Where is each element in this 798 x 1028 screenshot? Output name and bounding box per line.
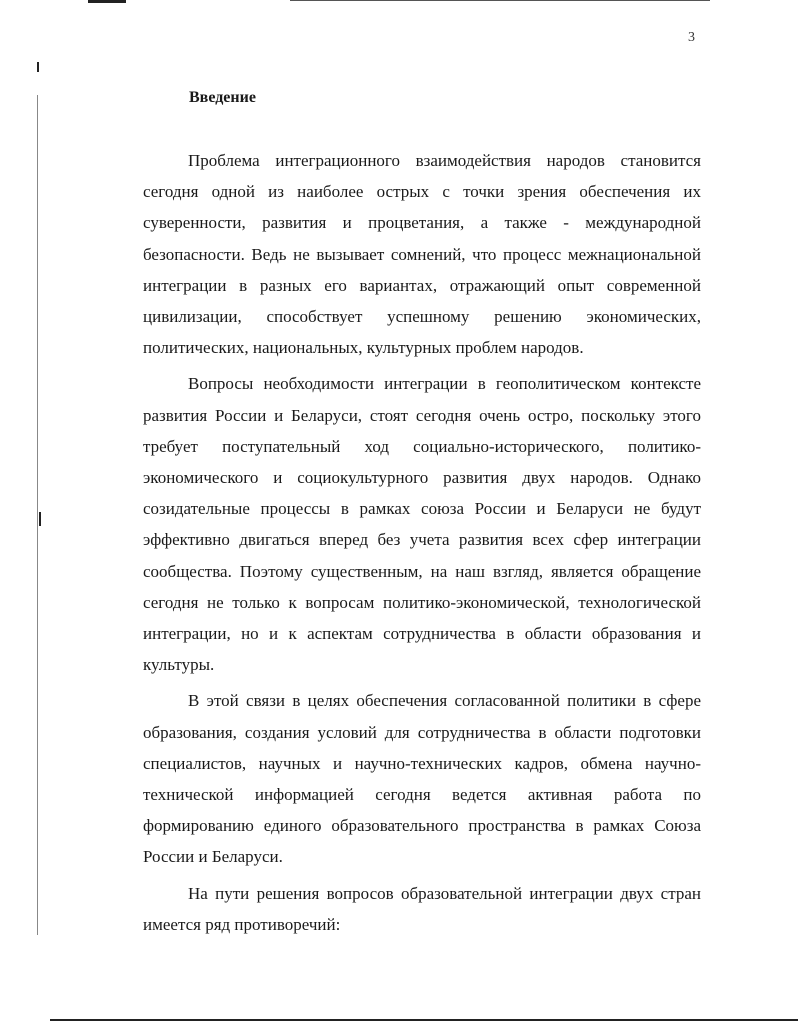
paragraph: В этой связи в целях обеспечения согласованной политики в сфере образования, создания условий для сотрудничества в области подготовки специалистов, научных и научно-технических кадров, обмена научно-технической информацией сегодня ведется активная работа по формированию единого образовательного пространства в рамках Союза России и Беларуси. — [143, 691, 701, 867]
paragraph: Вопросы необходимости интеграции в геополитическом контексте развития России и Беларуси, стоят сегодня очень остро, поскольку этого требует поступательный ход социально-исторического, политико-экономического и социокультурного развития двух народов. Однако созидательные процессы в рамках союза России и Беларуси не будут эффективно двигаться вперед без учета развития всех сфер интеграции сообщества. Поэтому существенным, на наш взгляд, является обращение сегодня не только к вопросам политико-экономической, технологической интеграции, но и к аспектам сотрудничества в области образования и культуры. — [143, 374, 701, 675]
scan-artifact-left-mark-1 — [37, 62, 39, 72]
scan-artifact-top-left — [88, 0, 126, 3]
paragraph: Проблема интеграционного взаимодействия народов становится сегодня одной из наиболее острых с точки зрения обеспечения их суверенности, развития и процветания, а также - международной безопасности. Ведь не вызывает сомнений, что процесс межнациональной интеграции в разных его вариантах, отражающий опыт современной цивилизации, способствует успешному решению экономических, политических, национальных, культурных проблем народов. — [143, 151, 701, 358]
scan-artifact-bottom — [50, 1019, 798, 1021]
section-heading: Введение — [189, 89, 256, 106]
scan-artifact-left-mark-2 — [39, 512, 41, 526]
body-text — [143, 145, 701, 945]
scan-artifact-left-edge — [37, 95, 38, 935]
scan-artifact-top-right — [290, 0, 710, 1]
paragraph: На пути решения вопросов образовательной интеграции двух стран имеется ряд противоречий: — [143, 883, 701, 934]
page-number: 3 — [688, 30, 695, 45]
